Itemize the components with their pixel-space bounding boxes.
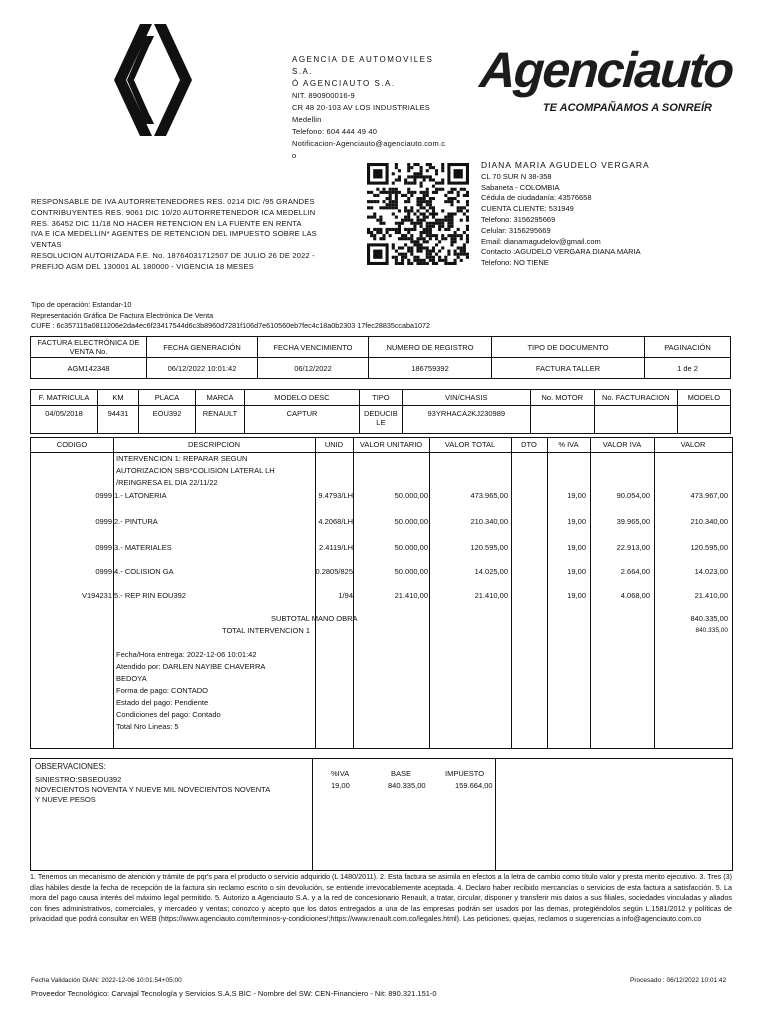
observation-line: SINIESTRO:SBSEOU392 bbox=[35, 775, 122, 784]
row-iva-value: 90.054,00 bbox=[616, 491, 650, 500]
header-billing-no: No. FACTURACION bbox=[594, 390, 677, 406]
items-table bbox=[30, 437, 733, 749]
column-divider bbox=[315, 438, 316, 748]
header-brand: MARCA bbox=[196, 390, 245, 406]
tax-base: 840.335,00 bbox=[388, 781, 426, 790]
column-divider bbox=[511, 438, 512, 748]
delivery-date: Fecha/Hora entrega: 2022-12-06 10:01:42 bbox=[116, 650, 257, 659]
row-value: 120.595,00 bbox=[690, 543, 728, 552]
operation-type: Tipo de operación: Estandar-10 bbox=[31, 300, 132, 309]
company-notifications: Notificacion-Agenciauto@agenciauto.com.c bbox=[292, 139, 446, 148]
col-description: DESCRIPCION bbox=[187, 440, 241, 449]
payment-status: Estado del pago: Pendiente bbox=[116, 698, 209, 707]
company-name: AGENCIA DE AUTOMOVILES S.A. bbox=[292, 55, 434, 76]
items-header bbox=[31, 438, 732, 453]
row-iva-value: 4.068,00 bbox=[620, 591, 650, 600]
client-email: Email: dianamagudelov@gmail.com bbox=[481, 236, 601, 246]
client-phone2: Telefono: NO TIENE bbox=[481, 258, 549, 268]
vin: 93YRHACA2KJ230989 bbox=[402, 406, 530, 434]
row-iva-pct: 19,00 bbox=[567, 543, 586, 552]
client-id: Cédula de ciudadanía: 43576658 bbox=[481, 193, 592, 203]
header-invoice-no: FACTURA ELECTRÓNICA DE VENTA No. bbox=[31, 337, 147, 358]
row-iva-pct: 19,00 bbox=[567, 591, 586, 600]
regime-line: VENTAS bbox=[31, 240, 62, 250]
row-value: 14.023,00 bbox=[694, 567, 728, 576]
row-value: 21.410,00 bbox=[694, 591, 728, 600]
client-name: DIANA MARIA AGUDELO VERGARA bbox=[481, 160, 650, 170]
tax-amount: 159.664,00 bbox=[455, 781, 493, 790]
row-unit-value: 50.000,00 bbox=[394, 491, 428, 500]
tax-header-tax: IMPUESTO bbox=[445, 769, 485, 778]
pagination: 1 de 2 bbox=[645, 358, 731, 379]
regime-line: PREFIJO AGM DEL 130001 AL 180000 - VIGENCIA 18 MESES bbox=[31, 261, 254, 271]
tax-iva: 19,00 bbox=[331, 781, 350, 790]
row-unit: 4.2068/LH bbox=[318, 517, 353, 526]
row-unit-value: 50.000,00 bbox=[394, 543, 428, 552]
observations-title: OBSERVACIONES: bbox=[35, 762, 106, 771]
row-unit: 0.2805/825 bbox=[315, 567, 353, 576]
client-cell: Celular: 3156295669 bbox=[481, 225, 551, 235]
company-phone: Telefono: 604 444 49 40 bbox=[292, 127, 378, 136]
regime-line: IVA E ICA MEDELLIN* AGENTES DE RETENCION DEL IMPUESTO SOBRE LAS bbox=[31, 229, 317, 239]
payment-conditions: Condiciones del pago: Contado bbox=[116, 710, 221, 719]
header-plate: PLACA bbox=[139, 390, 196, 406]
intervention-line: AUTORIZACION SBS*COLISION LATERAL LH bbox=[116, 466, 275, 475]
column-divider bbox=[590, 438, 591, 748]
row-value: 210.340,00 bbox=[690, 517, 728, 526]
brand-name: Agenciauto bbox=[478, 42, 735, 98]
client-address: CL 70 SUR N 38-358 bbox=[481, 171, 552, 181]
header-model: MODELO bbox=[677, 390, 730, 406]
row-code: 0999 bbox=[95, 517, 112, 526]
row-iva-value: 22.913,00 bbox=[616, 543, 650, 552]
client-city: Sabaneta - COLOMBIA bbox=[481, 182, 560, 192]
subtotal-value: 840.335,00 bbox=[690, 614, 728, 623]
due-date: 06/12/2022 bbox=[258, 358, 369, 379]
col-iva-value: VALOR IVA bbox=[602, 440, 642, 449]
header-generation-date: FECHA GENERACIÓN bbox=[147, 337, 258, 358]
header-motor: No. MOTOR bbox=[530, 390, 594, 406]
row-total: 14.025,00 bbox=[474, 567, 508, 576]
header-km: KM bbox=[98, 390, 139, 406]
row-unit-value: 21.410,00 bbox=[394, 591, 428, 600]
col-total: VALOR TOTAL bbox=[444, 440, 496, 449]
company-alias: Ó AGENCIAUTO S.A. bbox=[292, 79, 396, 88]
invoice-no: AGM142348 bbox=[31, 358, 147, 379]
row-iva-value: 39.965,00 bbox=[616, 517, 650, 526]
header-model-desc: MODELO DESC bbox=[245, 390, 360, 406]
registration-date: 04/05/2018 bbox=[31, 406, 98, 434]
company-notifications-cont: o bbox=[292, 151, 297, 160]
billing-no bbox=[594, 406, 677, 434]
tech-provider: Proveedor Tecnológico: Carvajal Tecnología y Servicios S.A.S BIC - Nombre del SW: CEN-Financiero - Nit: 890.321.151-0 bbox=[31, 989, 437, 998]
row-description: 2.- PINTURA bbox=[114, 517, 158, 526]
column-divider bbox=[654, 438, 655, 748]
payment-method: Forma de pago: CONTADO bbox=[116, 686, 208, 695]
row-code: 0999 bbox=[95, 543, 112, 552]
row-total: 120.595,00 bbox=[470, 543, 508, 552]
dian-validation-date: Fecha Validación DIAN: 2022-12-06 10:01:54+05:00 bbox=[31, 977, 182, 984]
row-description: 5.- REP RIN EOU392 bbox=[114, 591, 186, 600]
registry-no: 186759392 bbox=[369, 358, 492, 379]
company-city: Medellin bbox=[292, 115, 322, 124]
row-total: 210.340,00 bbox=[470, 517, 508, 526]
row-description: 3.- MATERIALES bbox=[114, 543, 172, 552]
col-dto: DTO bbox=[521, 440, 537, 449]
row-unit: 9.4793/LH bbox=[318, 491, 353, 500]
operation-representation: Representación Gráfica De Factura Electrónica De Venta bbox=[31, 310, 214, 320]
row-unit: 1/94 bbox=[338, 591, 353, 600]
row-code: 0999 bbox=[95, 567, 112, 576]
row-total: 473.965,00 bbox=[470, 491, 508, 500]
column-divider bbox=[312, 759, 313, 870]
generation-date: 06/12/2022 10:01:42 bbox=[147, 358, 258, 379]
col-iva-pct: % IVA bbox=[558, 440, 579, 449]
brand-slogan: TE ACOMPAÑAMOS A SONREÍR bbox=[542, 102, 712, 114]
row-description: 4.- COLISION GA bbox=[114, 567, 174, 576]
column-divider bbox=[495, 759, 496, 870]
km: 94431 bbox=[98, 406, 139, 434]
total-lines: Total Nro Lineas: 5 bbox=[116, 722, 179, 731]
doc-type: FACTURA TALLER bbox=[492, 358, 645, 379]
motor bbox=[530, 406, 594, 434]
row-code: V194231 bbox=[81, 591, 112, 600]
row-iva-pct: 19,00 bbox=[567, 491, 586, 500]
regime-line: RESOLUCION AUTORIZADA F.E. No. 18764031712507 DE JULIO 26 DE 2022 - bbox=[31, 250, 315, 260]
header-registry-no: NUMERO DE REGISTRO bbox=[369, 337, 492, 358]
renault-logo-icon bbox=[110, 24, 210, 136]
col-value: VALOR bbox=[680, 440, 706, 449]
header-due-date: FECHA VENCIMIENTO bbox=[258, 337, 369, 358]
header-vin: VIN/CHASIS bbox=[402, 390, 530, 406]
header-type: TIPO bbox=[360, 390, 403, 406]
observation-line: Y NUEVE PESOS bbox=[35, 795, 96, 804]
legal-text: 1. Tenemos un mecanismo de atención y trámite de pqr's para el producto o servicio adquirido (L 1480/2011). 2. Esta factura se asimila en efectos a la letra de cambio como título valor y presta merito ejecutivo. 3. Tres (3) días hábiles desde la fecha de recepción de la factura sin reclamo escrito o sin devolución, se entiende irrevocablemente aceptada. 4. Declaro haber recibido mercancías o servicios de esta factura a satisfacción. 5. La mora del pago causa interés del máximo legal permitido. 5. Autorizo a Agenciauto S.A. y a la red de concesionario Renault, a tratar, circular, disponer y transferir mis datos a sus filiales, sociedades vinculadas y aliados con fines administrativos, comerciales, y mercadeo y ventas; conozco y acepto que los datos entregados a una de las empresas podrán ser usados por las demas, protegiéndolos según L.1581/2012 y políticas de privacidad que podrá consultar en WEB (https://www.agenciauto.com/terminos-y-condiciones/;https://www.renault.com.co/legales.html). Las peticiones, quejas, reclamos o sugerencias a info@agenciauto.com.co bbox=[30, 872, 732, 923]
row-iva-pct: 19,00 bbox=[567, 517, 586, 526]
col-unit: UNID bbox=[324, 440, 344, 449]
intervention-line: INTERVENCION 1: REPARAR SEGUN bbox=[116, 454, 248, 463]
client-phone: Telefono: 3156295669 bbox=[481, 214, 556, 224]
row-iva-value: 2.664,00 bbox=[620, 567, 650, 576]
model-desc: CAPTUR bbox=[245, 406, 360, 434]
col-unit-value: VALOR UNITARIO bbox=[359, 440, 423, 449]
regime-line: RESPONSABLE DE IVA AUTORRETENEDORES RES. 0214 DIC /95 GRANDES bbox=[31, 197, 315, 206]
row-code: 0999 bbox=[95, 491, 112, 500]
operation-info bbox=[31, 300, 731, 332]
row-unit: 2.4119/LH bbox=[318, 543, 353, 552]
client-info bbox=[481, 160, 741, 269]
header-doc-type: TIPO DE DOCUMENTO bbox=[492, 337, 645, 358]
header-registration-date: F. MATRICULA bbox=[31, 390, 98, 406]
brand: RENAULT bbox=[196, 406, 245, 434]
tax-header-iva: %IVA bbox=[331, 769, 350, 778]
client-account: CUENTA CLIENTE: 531949 bbox=[481, 204, 574, 214]
processed-date: Procesado : 06/12/2022 10:01:42 bbox=[630, 977, 727, 984]
cufe: CUFE : 6c357115a0811206e2da4ec6f23417544d6c3b8960d7281f106d7e610560eb7fec4c18a0b2303 17fec28835ccaba1072 bbox=[31, 321, 430, 330]
column-divider bbox=[353, 438, 354, 748]
company-nit: NIT. 890900016-9 bbox=[292, 91, 355, 100]
total-intervention-label: TOTAL INTERVENCION 1 bbox=[222, 626, 311, 635]
row-iva-pct: 19,00 bbox=[567, 567, 586, 576]
tax-header-base: BASE bbox=[391, 769, 412, 778]
regime-line: RES. 36452 DIC 11/18 NO HACER RETENCION EN LA FUENTE EN RENTA bbox=[31, 218, 302, 228]
row-total: 21.410,00 bbox=[474, 591, 508, 600]
tax-regime bbox=[31, 197, 331, 273]
type: DEDUCIB LE bbox=[360, 406, 403, 434]
row-description: 1.- LATONERIA bbox=[114, 491, 167, 500]
attended-by: Atendido por: DARLEN NAYIBE CHAVERRA bbox=[116, 662, 266, 671]
observations-box bbox=[30, 758, 733, 871]
subtotal-label: SUBTOTAL MANO OBRA bbox=[271, 614, 358, 623]
row-unit-value: 50.000,00 bbox=[394, 567, 428, 576]
intervention-line: /REINGRESA EL DIA 22/11/22 bbox=[116, 478, 218, 487]
plate: EOU392 bbox=[139, 406, 196, 434]
row-unit-value: 50.000,00 bbox=[394, 517, 428, 526]
agenciauto-brand bbox=[478, 42, 735, 124]
column-divider bbox=[429, 438, 430, 748]
company-address: CR 48 20-103 AV LOS INDUSTRIALES bbox=[292, 103, 430, 112]
vehicle-table bbox=[30, 389, 731, 434]
attended-by-cont: BEDOYA bbox=[116, 674, 147, 683]
client-contact: Contacto :AGUDELO VERGARA DIANA MARIA bbox=[481, 247, 641, 257]
invoice-header-table bbox=[30, 336, 731, 379]
company-info bbox=[292, 54, 452, 162]
model bbox=[677, 406, 730, 434]
qr-code-icon bbox=[367, 163, 469, 265]
col-code: CODIGO bbox=[56, 440, 88, 449]
header-pagination: PAGINACIÓN bbox=[645, 337, 731, 358]
observation-line: NOVECIENTOS NOVENTA Y NUEVE MIL NOVECIENTOS NOVENTA bbox=[35, 785, 271, 794]
row-value: 473.967,00 bbox=[690, 491, 728, 500]
regime-line: CONTRIBUYENTES RES. 9061 DIC 10/20 AUTORRETENEDOR ICA MEDELLIN bbox=[31, 207, 316, 217]
total-intervention-value: 840.335,00 bbox=[695, 627, 728, 634]
column-divider bbox=[547, 438, 548, 748]
